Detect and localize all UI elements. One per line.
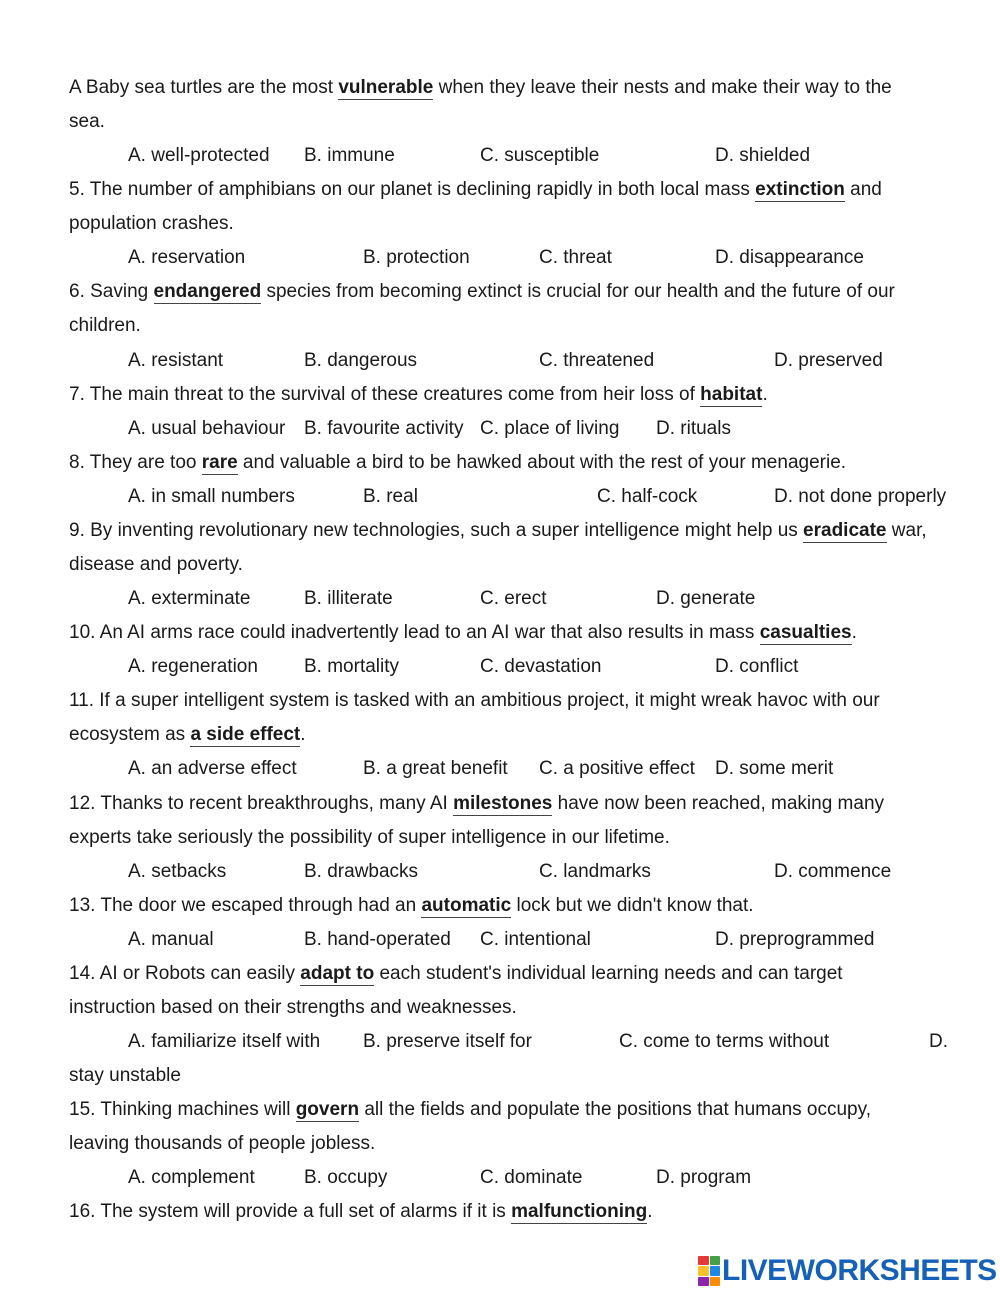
option-a: A. setbacks	[128, 861, 227, 882]
option-b: B. immune	[304, 145, 395, 166]
keyword: endangered	[153, 281, 262, 302]
question-4-stem: A Baby sea turtles are the most vulnerable when they leave their nests and make their way to the	[69, 77, 892, 98]
option-b: B. dangerous	[304, 350, 418, 371]
question-15-stem-cont: leaving thousands of people jobless.	[69, 1133, 376, 1154]
option-a: A. exterminate	[128, 588, 251, 609]
option-a: A. reservation	[128, 247, 246, 268]
option-a: A. complement	[128, 1167, 255, 1188]
option-b: B. mortality	[304, 656, 400, 677]
keyword: milestones	[453, 793, 553, 814]
liveworksheets-logo	[698, 1254, 997, 1288]
question-14-stem: 14. AI or Robots can easily adapt to each student's individual learning needs and can target	[69, 963, 843, 984]
question-10-stem: 10. An AI arms race could inadvertently lead to an AI war that also results in mass casualties.	[69, 622, 857, 643]
option-d: D. preserved	[774, 350, 883, 371]
option-b: B. occupy	[304, 1167, 388, 1188]
option-d: D. not done properly	[774, 486, 947, 507]
option-d: D. commence	[774, 861, 892, 882]
option-c: C. threat	[539, 247, 612, 268]
keyword: casualties	[759, 622, 852, 643]
option-a: A. resistant	[128, 350, 224, 371]
option-b: B. illiterate	[304, 588, 393, 609]
question-16-stem: 16. The system will provide a full set of alarms if it is malfunctioning.	[69, 1201, 653, 1222]
option-d-cont: stay unstable	[69, 1065, 181, 1086]
question-9-stem: 9. By inventing revolutionary new technologies, such a super intelligence might help us eradicate war,	[69, 520, 927, 541]
option-c: C. come to terms without	[619, 1031, 830, 1052]
question-8-stem: 8. They are too rare and valuable a bird to be hawked about with the rest of your menagerie.	[69, 452, 847, 473]
option-c: C. devastation	[480, 656, 602, 677]
option-d: D.	[929, 1031, 948, 1052]
keyword: vulnerable	[338, 77, 434, 98]
question-6-stem-cont: children.	[69, 315, 141, 336]
option-d: D. program	[656, 1167, 752, 1188]
option-b: B. protection	[363, 247, 470, 268]
option-c: C. landmarks	[539, 861, 651, 882]
keyword: rare	[201, 452, 238, 473]
question-12-stem-cont: experts take seriously the possibility of super intelligence in our lifetime.	[69, 827, 670, 848]
option-a: A. in small numbers	[128, 486, 295, 507]
option-d: D. some merit	[715, 758, 834, 779]
blocks-icon	[698, 1256, 720, 1286]
question-14-stem-cont: instruction based on their strengths and weaknesses.	[69, 997, 517, 1018]
question-4-stem-cont: sea.	[69, 111, 105, 132]
option-b: B. favourite activity	[304, 418, 464, 439]
option-d: D. generate	[656, 588, 756, 609]
option-a: A. usual behaviour	[128, 418, 286, 439]
question-11-stem: 11. If a super intelligent system is tasked with an ambitious project, it might wreak havoc with our	[69, 690, 880, 711]
option-c: C. a positive effect	[539, 758, 695, 779]
option-b: B. hand-operated	[304, 929, 451, 950]
keyword: govern	[295, 1099, 360, 1120]
option-d: D. rituals	[656, 418, 731, 439]
option-a: A. well-protected	[128, 145, 270, 166]
question-9-stem-cont: disease and poverty.	[69, 554, 243, 575]
option-c: C. threatened	[539, 350, 655, 371]
question-7-stem: 7. The main threat to the survival of these creatures come from heir loss of habitat.	[69, 384, 768, 405]
logo-text: LIVEWORKSHEETS	[722, 1254, 997, 1287]
option-d: D. conflict	[715, 656, 799, 677]
option-a: A. familiarize itself with	[128, 1031, 321, 1052]
keyword: automatic	[421, 895, 512, 916]
option-c: C. place of living	[480, 418, 620, 439]
question-11-stem-cont: ecosystem as a side effect.	[69, 724, 306, 745]
option-a: A. regeneration	[128, 656, 258, 677]
option-c: C. intentional	[480, 929, 591, 950]
question-13-stem: 13. The door we escaped through had an automatic lock but we didn't know that.	[69, 895, 754, 916]
question-6-stem: 6. Saving endangered species from becoming extinct is crucial for our health and the future of our	[69, 281, 895, 302]
option-b: B. drawbacks	[304, 861, 419, 882]
keyword: a side effect	[190, 724, 301, 745]
option-c: C. dominate	[480, 1167, 583, 1188]
option-c: C. susceptible	[480, 145, 600, 166]
question-5-stem-cont: population crashes.	[69, 213, 234, 234]
option-d: D. disappearance	[715, 247, 864, 268]
option-d: D. preprogrammed	[715, 929, 875, 950]
option-c: C. half-cock	[597, 486, 698, 507]
keyword: malfunctioning	[511, 1201, 648, 1222]
keyword: adapt to	[300, 963, 375, 984]
option-d: D. shielded	[715, 145, 811, 166]
question-5-stem: 5. The number of amphibians on our planet is declining rapidly in both local mass extinction and	[69, 179, 882, 200]
option-b: B. preserve itself for	[363, 1031, 532, 1052]
option-a: A. an adverse effect	[128, 758, 297, 779]
option-b: B. a great benefit	[363, 758, 508, 779]
question-15-stem: 15. Thinking machines will govern all the fields and populate the positions that humans occupy,	[69, 1099, 871, 1120]
option-a: A. manual	[128, 929, 214, 950]
keyword: eradicate	[803, 520, 887, 541]
option-c: C. erect	[480, 588, 547, 609]
keyword: habitat	[700, 384, 763, 405]
keyword: extinction	[755, 179, 845, 200]
question-12-stem: 12. Thanks to recent breakthroughs, many AI milestones have now been reached, making many	[69, 793, 885, 814]
option-b: B. real	[363, 486, 418, 507]
